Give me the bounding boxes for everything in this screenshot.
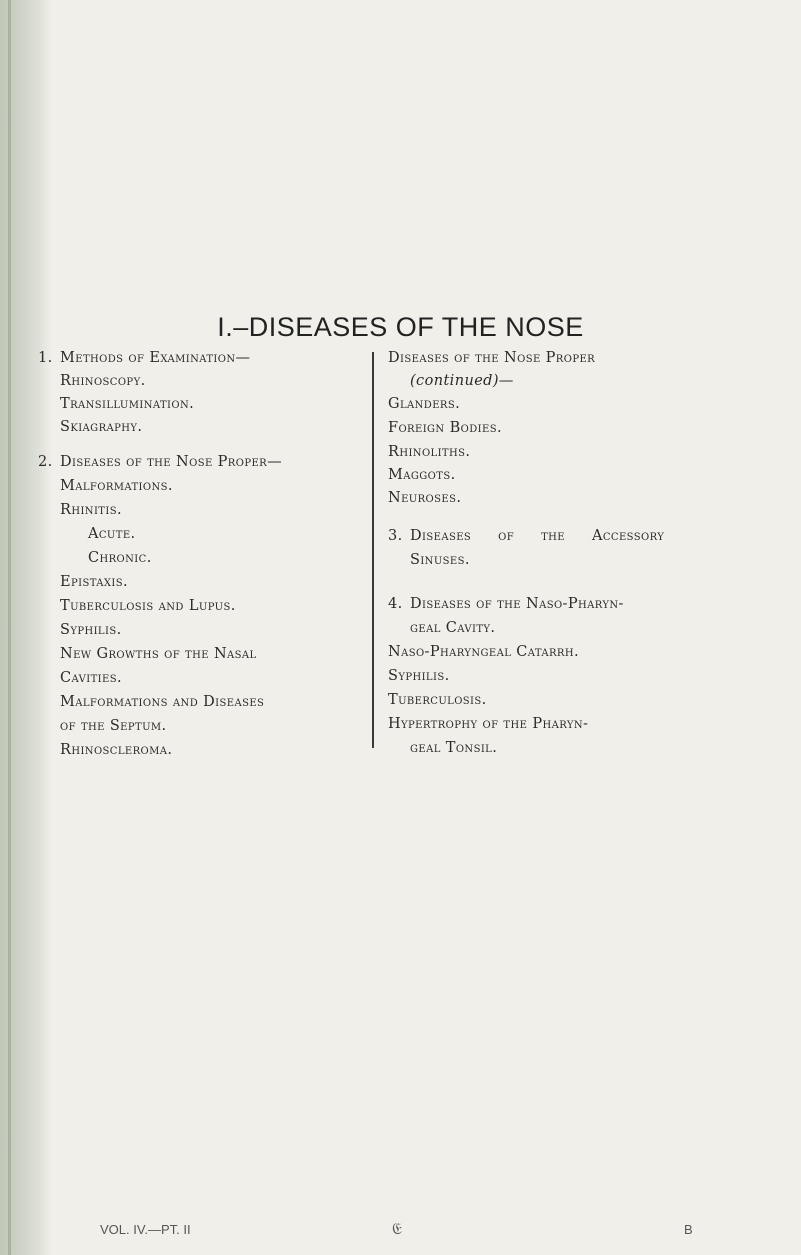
toc-item: Transillumination. [60,396,195,412]
toc-item: Rhinitis. [60,502,122,518]
toc-item-continuation: of the Septum. [60,718,167,734]
toc-subitem: Chronic. [88,550,152,566]
toc-item: Rhinoscleroma. [60,742,173,758]
toc-item: Epistaxis. [60,574,128,590]
toc-item: New Growths of the Nasal [60,646,257,662]
toc-item: Syphilis. [388,668,450,684]
toc-item: Syphilis. [60,622,122,638]
volume-footer: VOL. IV.—PT. II [100,1222,191,1237]
chapter-title: I.–DISEASES OF THE NOSE [217,312,584,342]
section-1-heading: 1. Methods of Examination— [38,350,251,366]
toc-item: Neuroses. [388,490,462,506]
toc-item: Malformations and Diseases [60,694,265,710]
section-2-heading: 2. Diseases of the Nose Proper— [38,454,282,470]
section-2-continued-heading: Diseases of the Nose Proper [388,350,596,366]
toc-item: Naso-Pharyngeal Catarrh. [388,644,579,660]
continued-note: (continued)— [410,373,514,389]
toc-item: Rhinoscopy. [60,373,146,389]
toc-item-continuation: geal Tonsil. [410,740,498,756]
printer-mark: 𝔈 [392,1219,402,1238]
toc-item: Maggots. [388,467,456,483]
binding-edge [8,0,11,1255]
toc-item: Skiagraphy. [60,419,143,435]
toc-item: Foreign Bodies. [388,420,502,436]
toc-item: Tuberculosis. [388,692,487,708]
section-4-heading: 4. Diseases of the Naso-Pharyn- [388,596,624,612]
toc-item: Malformations. [60,478,173,494]
section-4-heading-continuation: geal Cavity. [410,620,496,636]
toc-subitem: Acute. [88,526,136,542]
section-3-heading: 3. Diseases of the Accessory [388,528,665,544]
signature-mark: B [684,1222,693,1237]
toc-item-continuation: Cavities. [60,670,122,686]
column-divider [372,352,374,748]
toc-item: Hypertrophy of the Pharyn- [388,716,589,732]
toc-item: Rhinoliths. [388,444,471,460]
toc-item: Glanders. [388,396,461,412]
toc-item: Tuberculosis and Lupus. [60,598,236,614]
section-3-heading-continuation: Sinuses. [410,552,470,568]
